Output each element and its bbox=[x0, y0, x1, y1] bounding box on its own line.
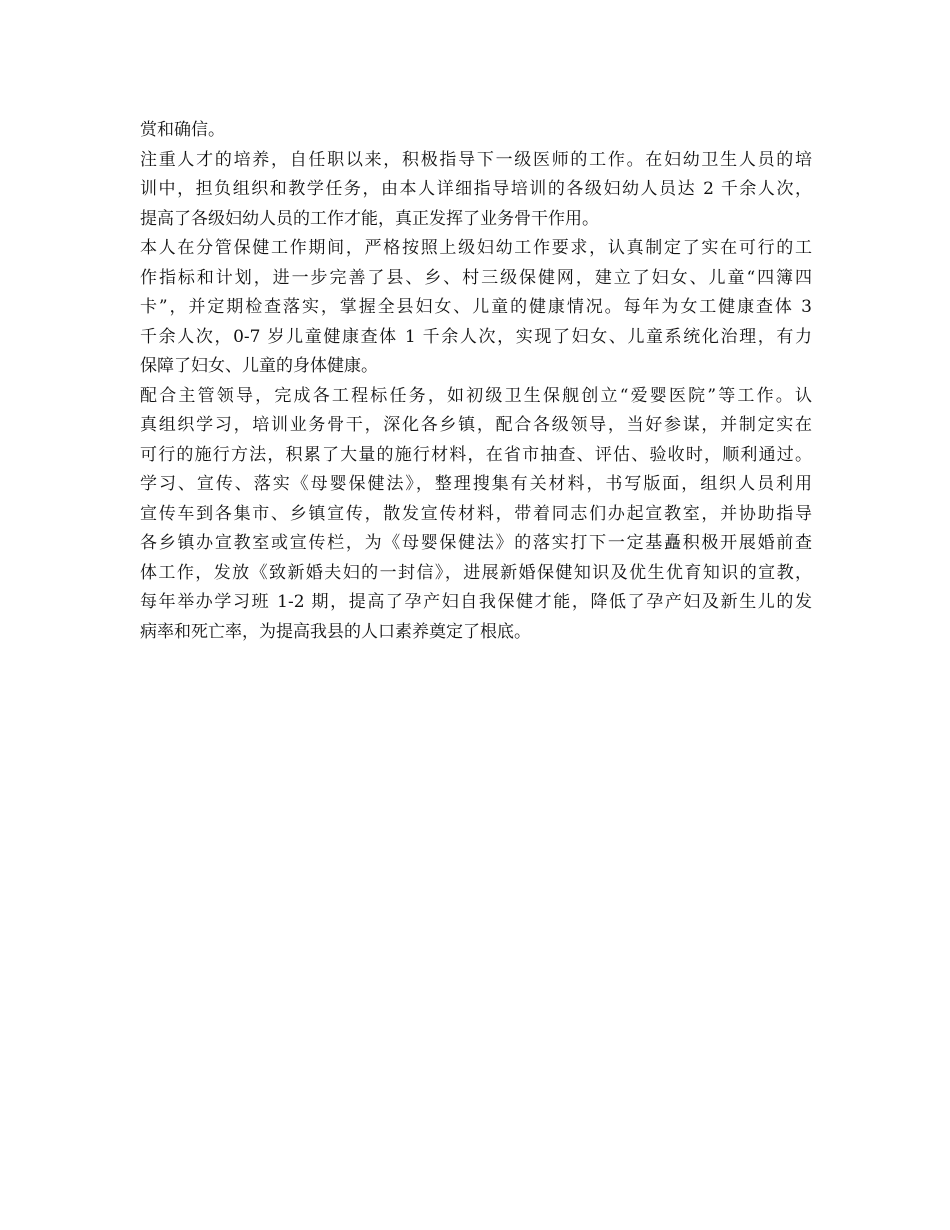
text-line: 每年举办学习班 1-2 期，提高了孕产妇自我保健才能，降低了孕产妇及新生儿的发 bbox=[140, 592, 812, 612]
document-body bbox=[140, 116, 812, 647]
text-line: 作指标和计划，进一步完善了县、乡、村三级保健网，建立了妇女、儿童“四簿四 bbox=[140, 267, 812, 288]
text-line: 体工作，发放《致新婚夫妇的一封信》，进展新婚保健知识及优生优育知识的宣教， bbox=[140, 562, 812, 583]
text-line: 病率和死亡率，为提高我县的人口素养奠定了根底。 bbox=[140, 621, 531, 642]
text-line: 注重人才的培养，自任职以来，积极指导下一级医师的工作。在妇幼卫生人员的培 bbox=[140, 149, 812, 170]
text-line: 学习、宣传、落实《母婴保健法》，整理搜集有关材料，书写版面，组织人员利用 bbox=[140, 474, 812, 494]
text-line: 本人在分管保健工作期间，严格按照上级妇幼工作要求，认真制定了实在可行的工 bbox=[140, 238, 812, 258]
text-line: 各乡镇办宣教室或宣传栏，为《母婴保健法》的落实打下一定基矗积极开展婚前查 bbox=[140, 533, 812, 553]
paragraph bbox=[140, 470, 812, 647]
paragraph bbox=[140, 382, 812, 471]
text-line: 千余人次，0-7 岁儿童健康查体 1 千余人次，实现了妇女、儿童系统化治理，有力 bbox=[140, 326, 812, 347]
paragraph bbox=[140, 116, 812, 146]
text-line: 真组织学习，培训业务骨干，深化各乡镇，配合各级领导，当好参谋，并制定实在 bbox=[140, 415, 812, 435]
text-line: 保障了妇女、儿童的身体健康。 bbox=[140, 356, 378, 376]
text-line: 训中，担负组织和教学任务，由本人详细指导培训的各级妇幼人员达 2 千余人次， bbox=[140, 179, 812, 199]
paragraph bbox=[140, 234, 812, 382]
paragraph bbox=[140, 146, 812, 235]
text-line: 可行的施行方法，积累了大量的施行材料，在省市抽查、评估、验收时，顺利通过。 bbox=[140, 444, 812, 465]
text-line: 卡”，并定期检查落实，掌握全县妇女、儿童的健康情况。每年为女工健康查体 3 bbox=[140, 297, 812, 317]
text-line: 宣传车到各集市、乡镇宣传，散发宣传材料，带着同志们办起宣教室，并协助指导 bbox=[140, 503, 812, 524]
text-line: 配合主管领导，完成各工程标任务，如初级卫生保舰创立“爱婴医院”等工作。认 bbox=[140, 385, 812, 406]
text-line: 赏和确信。 bbox=[140, 120, 225, 140]
text-line: 提高了各级妇幼人员的工作才能，真正发挥了业务骨干作用。 bbox=[140, 208, 599, 229]
